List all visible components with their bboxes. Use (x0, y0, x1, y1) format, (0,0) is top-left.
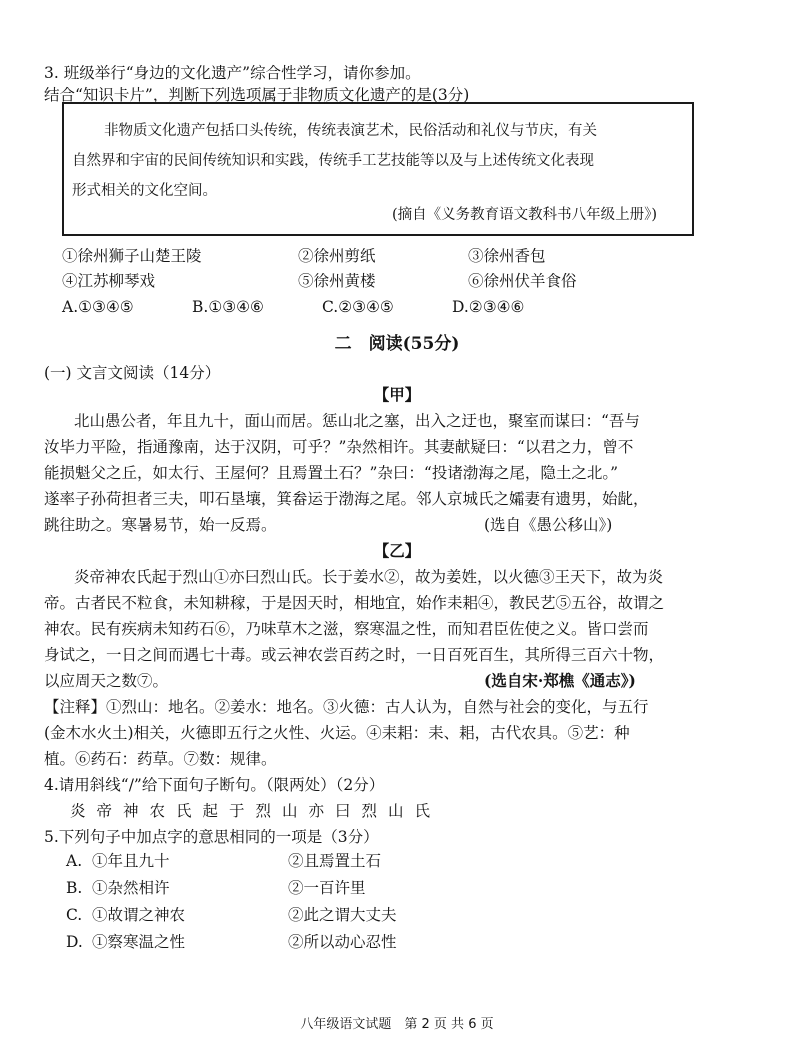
item-3: ③徐州香包 (468, 247, 546, 265)
q5-row-a-right: ②且焉置土石 (288, 852, 382, 870)
jia-line1: 北山愚公者，年且九十，面山而居。惩山北之塞，出入之迂也，聚室而谋曰：“吾与 (74, 412, 640, 430)
item-6: ⑥徐州伏羊食俗 (468, 272, 577, 290)
section2-sub1: (一) 文言文阅读（14分） (44, 364, 221, 382)
yi-heading: 【乙】 (373, 541, 421, 560)
jia-source: (选自《愚公移山》) (484, 516, 613, 534)
q5-row-c-label: C. (66, 906, 83, 924)
jia-line4: 遂率子孙荷担者三夫，叩石垦壤，箕畚运于渤海之尾。邻人京城氏之孀妻有遗男，始龀， (44, 490, 649, 508)
notes-line1: 【注释】①烈山：地名。②姜水：地名。③火德：古人认为，自然与社会的变化，与五行 (44, 698, 649, 716)
item-2: ②徐州剪纸 (298, 247, 376, 265)
card-line2: 自然界和宇宙的民间传统知识和实践，传统手工艺技能等以及与上述传统文化表现 (72, 153, 594, 169)
q5-prompt: 5.下列句子中加点字的意思相同的一项是（3分） (44, 828, 379, 846)
q5-row-c-right: ②此之谓大丈夫 (288, 906, 397, 924)
section2-title: 二 阅读(55分) (334, 334, 460, 354)
q5-row-a-label: A. (66, 852, 83, 870)
notes-line2: (金木水火土)相关，火德即五行之火性、火运。④耒耜：耒、耜，古代农具。⑤艺：种 (44, 724, 630, 742)
q5-row-a-left: ①年且九十 (92, 852, 170, 870)
jia-line3: 能损魁父之丘，如太行、王屋何？且焉置土石？”杂曰：“投诸渤海之尾，隐土之北。” (44, 464, 619, 482)
yi-line3: 神农。民有疾病未知药石⑥，乃味草木之滋，察寒温之性，而知君臣佐使之义。皆口尝而 (44, 620, 649, 638)
choice-a: A.①③④⑤ (62, 298, 134, 316)
card-line1: 非物质文化遗产包括口头传统，传统表演艺术，民俗活动和礼仪与节庆，有关 (104, 123, 597, 139)
notes-line3: 植。⑥药石：药草。⑦数：规律。 (44, 750, 277, 768)
choice-c: C.②③④⑤ (322, 298, 394, 316)
q4-prompt: 4.请用斜线“/”给下面句子断句。（限两处）（2分） (44, 776, 385, 794)
item-4: ④江苏柳琴戏 (62, 272, 156, 290)
yi-line4: 身试之，一日之间而遇七十毒。或云神农尝百药之时，一日百死百生，其所得三百六十物， (44, 646, 665, 664)
page-footer: 八年级语文试题 第 2 页 共 6 页 (300, 1017, 494, 1032)
q5-row-d-label: D. (66, 933, 83, 951)
q5-row-d-left: ①察寒温之性 (92, 933, 186, 951)
choice-b: B.①③④⑥ (192, 298, 264, 316)
yi-line5: 以应周天之数⑦。 (44, 672, 169, 690)
q4-sentence: 炎帝神农氏起于烈山亦曰烈山氏 (70, 802, 442, 820)
q3-line2: 结合“知识卡片”，判断下列选项属于非物质文化遗产的是(3分) (44, 86, 470, 104)
jia-line2: 汝毕力平险，指通豫南，达于汉阴，可乎？”杂然相许。其妻献疑曰：“以君之力，曾不 (44, 438, 634, 456)
item-1: ①徐州狮子山楚王陵 (62, 247, 202, 265)
q5-row-d-right: ②所以动心忍性 (288, 933, 397, 951)
yi-line1: 炎帝神农氏起于烈山①亦曰烈山氏。长于姜水②，故为姜姓，以火德③王天下，故为炎 (74, 568, 664, 586)
card-source: (摘自《义务教育语文教科书八年级上册》) (392, 207, 658, 223)
card-line3: 形式相关的文化空间。 (72, 183, 217, 199)
choice-d: D.②③④⑥ (452, 298, 525, 316)
yi-source: (选自宋·郑樵《通志》) (484, 671, 636, 690)
q5-row-c-left: ①故谓之神农 (92, 906, 186, 924)
item-5: ⑤徐州黄楼 (298, 272, 376, 290)
q5-row-b-left: ①杂然相许 (92, 879, 170, 897)
q5-row-b-label: B. (66, 879, 83, 897)
q5-row-b-right: ②一百许里 (288, 879, 366, 897)
jia-line5: 跳往助之。寒暑易节，始一反焉。 (44, 516, 277, 534)
q3-line1: 3. 班级举行“身边的文化遗产”综合性学习，请你参加。 (44, 64, 421, 82)
yi-line2: 帝。古者民不粒食，未知耕稼，于是因天时，相地宜，始作耒耜④，教民艺⑤五谷，故谓之 (44, 594, 665, 612)
jia-heading: 【甲】 (373, 385, 421, 404)
